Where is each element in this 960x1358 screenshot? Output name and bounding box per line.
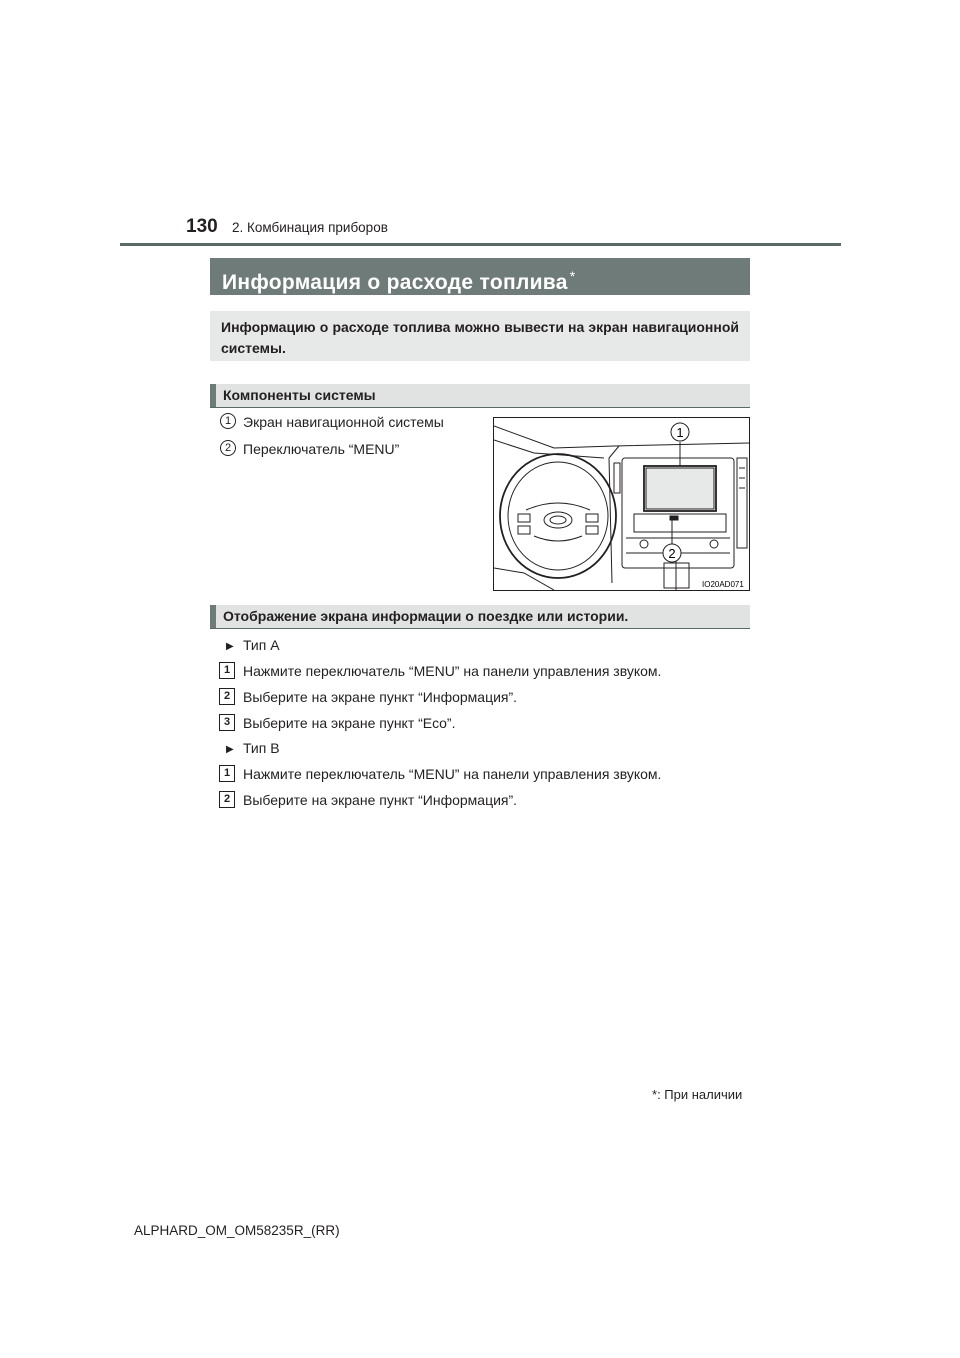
- dashboard-illustration: [493, 417, 750, 591]
- footnote-text: : При наличии: [657, 1087, 743, 1102]
- type-b-label: Тип B: [243, 740, 280, 756]
- footnote: [652, 1087, 742, 1102]
- component-label-2: Переключатель “MENU”: [243, 441, 400, 457]
- step-number: 2: [219, 791, 235, 808]
- display-heading-text: Отображение экрана информации о поездке или истории.: [223, 608, 629, 624]
- header-divider: [120, 243, 841, 246]
- section-title: [210, 258, 750, 295]
- type-a-label: Тип A: [243, 637, 280, 653]
- display-heading: [210, 605, 750, 629]
- step-text: Нажмите переключатель “MENU” на панели управления звуком.: [243, 663, 662, 679]
- components-heading-text: Компоненты системы: [223, 387, 376, 403]
- callout-label-2: 2: [668, 546, 676, 561]
- step-text: Выберите на экране пункт “Информация”.: [243, 792, 518, 808]
- triangle-right-icon: ▶: [226, 641, 234, 652]
- step-number: 1: [219, 662, 235, 679]
- dashboard-drawing: [494, 418, 749, 590]
- asterisk-icon: *: [652, 1087, 658, 1102]
- asterisk-icon: *: [569, 268, 576, 284]
- step-text: Нажмите переключатель “MENU” на панели управления звуком.: [243, 766, 662, 782]
- heading-accent: [210, 605, 216, 628]
- triangle-right-icon: ▶: [226, 744, 234, 755]
- component-number-2: 2: [220, 440, 236, 456]
- page-number: 130: [186, 216, 218, 237]
- step-text: Выберите на экране пункт “Информация”.: [243, 689, 518, 705]
- component-number-1: 1: [220, 413, 236, 429]
- document-code: ALPHARD_OM_OM58235R_(RR): [134, 1223, 340, 1238]
- heading-accent: [210, 384, 216, 407]
- figure-code: IO20AD071: [702, 580, 744, 589]
- step-number: 3: [219, 714, 235, 731]
- callout-label-1: 1: [676, 425, 684, 440]
- intro-box: [210, 311, 750, 361]
- step-number: 1: [219, 765, 235, 782]
- chapter-title: 2. Комбинация приборов: [232, 220, 388, 235]
- intro-text: Информацию о расходе топлива можно вывести на экран навигационной системы.: [221, 319, 739, 356]
- component-label-1: Экран навигационной системы: [243, 414, 444, 430]
- step-text: Выберите на экране пункт “Eco”.: [243, 715, 456, 731]
- section-title-text: Информация о расходе топлива: [222, 271, 568, 294]
- step-number: 2: [219, 688, 235, 705]
- components-heading: [210, 384, 750, 408]
